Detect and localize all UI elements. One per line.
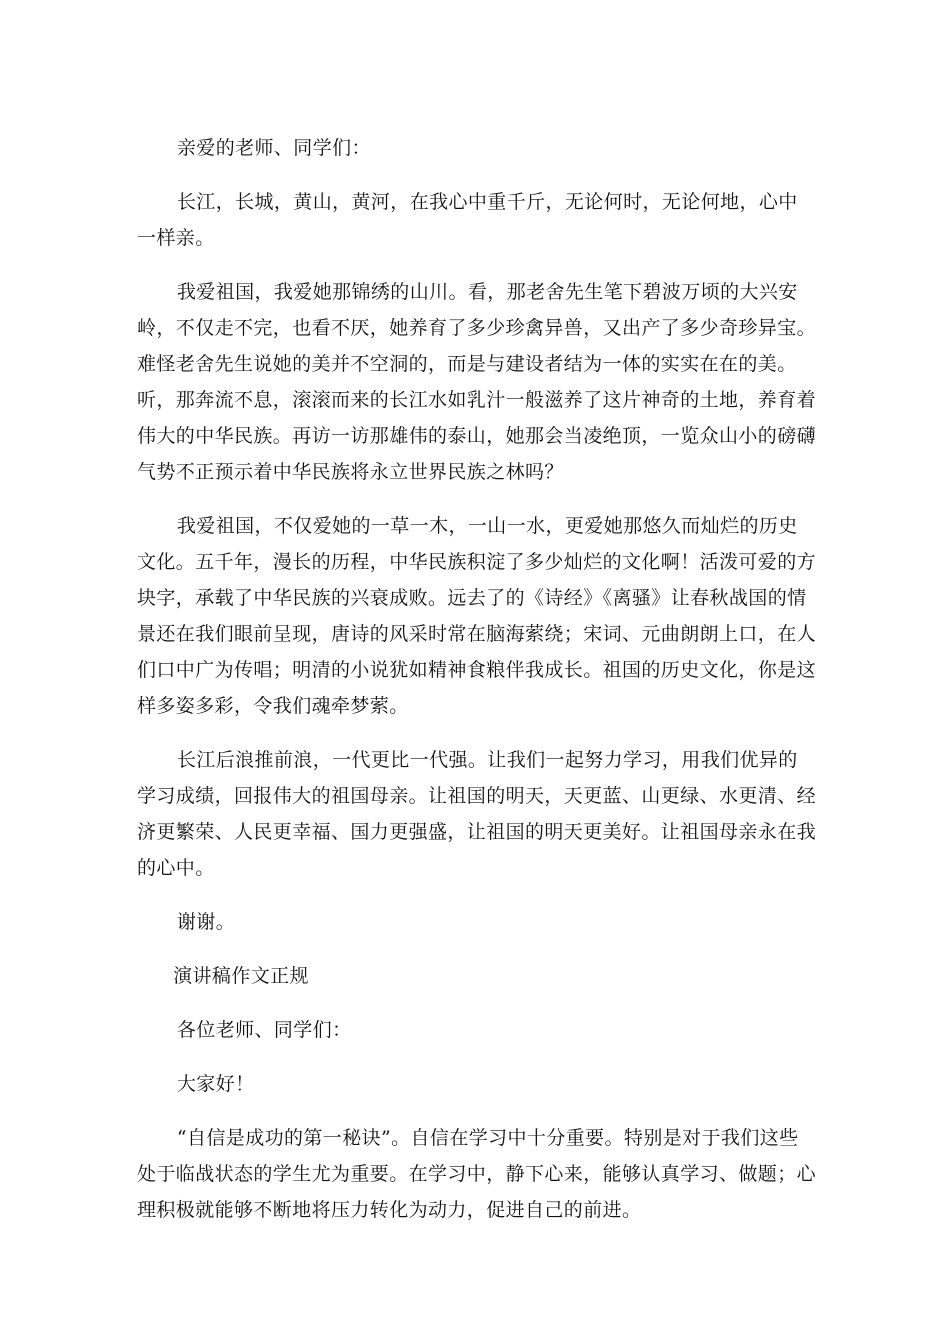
- section-title: 演讲稿作文正规: [173, 965, 309, 987]
- salutation: 各位老师、同学们：: [176, 1019, 352, 1041]
- greeting: 大家好！: [176, 1073, 255, 1095]
- document-body: [137, 130, 817, 1246]
- paragraph: 长江后浪推前浪，一代更比一代强。让我们一起努力学习，用我们优异的学习成绩，回报伟大的祖国母亲。让祖国的明天，天更蓝、山更绿、水更清、经济更繁荣、人民更幸福、国力更强盛，让祖国的明天更美好。让祖国母亲永在我的心中。: [137, 749, 817, 879]
- paragraph: 我爱祖国，不仅爱她的一草一木，一山一水，更爱她那悠久而灿烂的历史文化。五千年，漫长的历程，中华民族积淀了多少灿烂的文化啊！活泼可爱的方块字，承载了中华民族的兴衰成败。远去了的《诗经》《离骚》让春秋战国的情景还在我们眼前呈现，唐诗的风采时常在脑海萦绕；宋词、元曲朗朗上口，在人们口中广为传唱；明清的小说犹如精神食粮伴我成长。祖国的历史文化，你是这样多姿多彩，令我们魂牵梦萦。: [137, 515, 817, 717]
- paragraph: 我爱祖国，我爱她那锦绣的山川。看，那老舍先生笔下碧波万顷的大兴安岭，不仅走不完，也看不厌，她养育了多少珍禽异兽，又出产了多少奇珍异宝。难怪老舍先生说她的美并不空洞的，而是与建设者结为一体的实实在在的美。听，那奔流不息，滚滚而来的长江水如乳汁一般滋养了这片神奇的土地，养育着伟大的中华民族。再访一访那雄伟的泰山，她那会当凌绝顶，一览众山小的磅礴气势不正预示着中华民族将永立世界民族之林吗？: [137, 281, 817, 483]
- closing: 谢谢。: [176, 911, 236, 933]
- salutation: 亲爱的老师、同学们：: [176, 137, 371, 159]
- paragraph: 长江，长城，黄山，黄河，在我心中重千斤，无论何时，无论何地，心中一样亲。: [137, 191, 798, 249]
- paragraph: “自信是成功的第一秘诀”。自信在学习中十分重要。特别是对于我们这些处于临战状态的学生尤为重要。在学习中，静下心来，能够认真学习、做题；心理积极就能够不断地将压力转化为动力，促进自己的前进。: [137, 1127, 817, 1221]
